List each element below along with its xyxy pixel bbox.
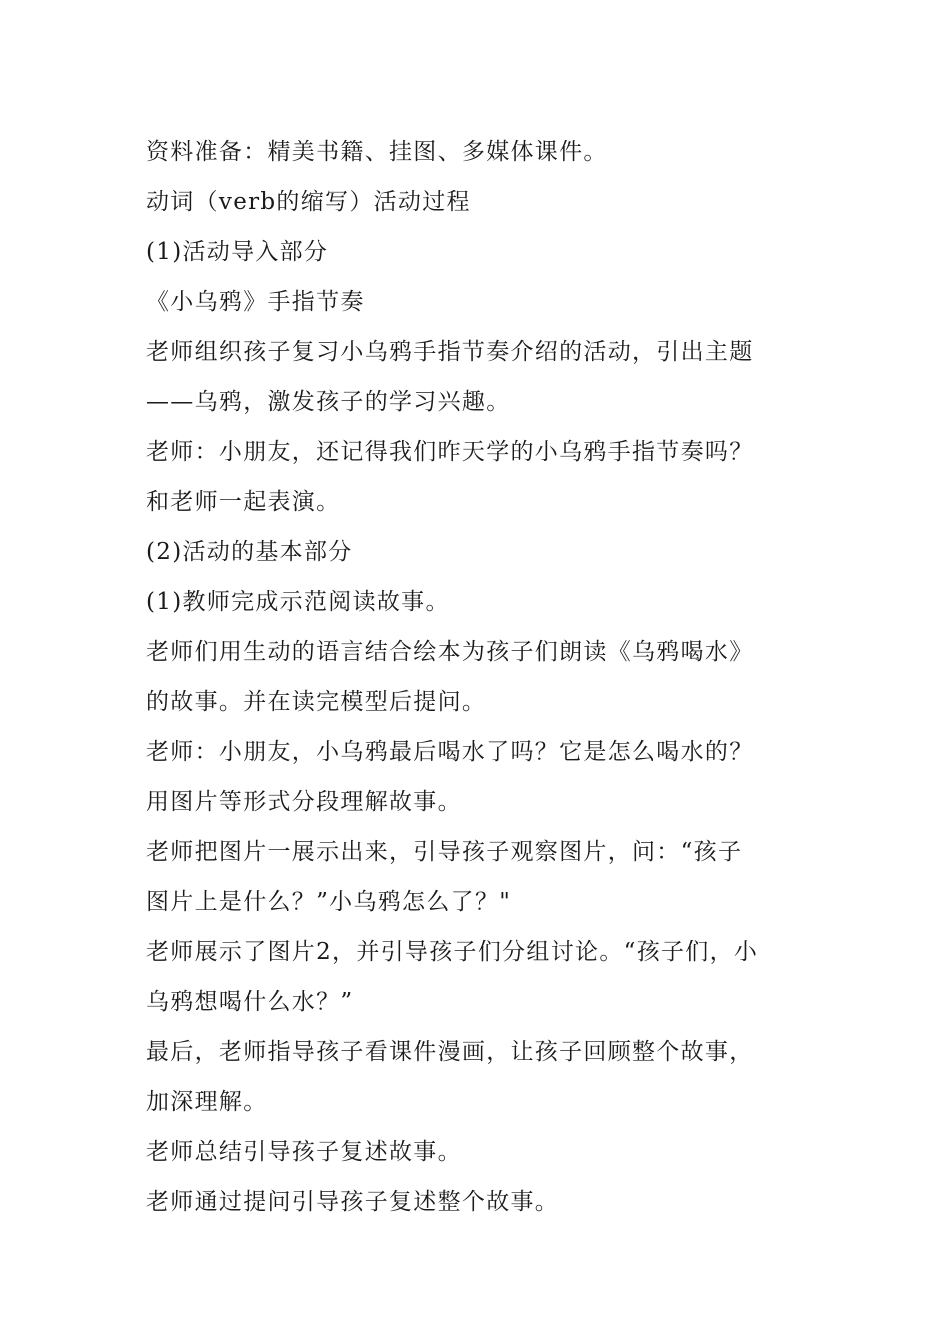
- text-line-paragraph: 老师把图片一展示出来，引导孩子观察图片，问：“孩子: [146, 839, 743, 865]
- text-line-paragraph: 老师通过提问引导孩子复述整个故事。: [146, 1189, 560, 1215]
- text-line-paragraph: 老师总结引导孩子复述故事。: [146, 1139, 462, 1165]
- text-line-paragraph: 用图片等形式分段理解故事。: [146, 789, 462, 815]
- text-line-paragraph: 加深理解。: [146, 1089, 268, 1115]
- text-line-paragraph: 老师组织孩子复习小乌鸦手指节奏介绍的活动，引出主题: [146, 339, 754, 365]
- text-line-paragraph: 最后，老师指导孩子看课件漫画，让孩子回顾整个故事，: [146, 1039, 754, 1065]
- text-line-paragraph: 的故事。并在读完模型后提问。: [146, 689, 487, 715]
- text-line-materials: 资料准备：精美书籍、挂图、多媒体课件。: [146, 139, 608, 165]
- text-line-paragraph: 老师们用生动的语言结合绘本为孩子们朗读《乌鸦喝水》: [146, 639, 754, 665]
- text-line-paragraph: 老师：小朋友，还记得我们昨天学的小乌鸦手指节奏吗？: [146, 439, 754, 465]
- text-line-section-basic: (2)活动的基本部分: [146, 539, 353, 565]
- text-line-finger-rhythm-title: 《小乌鸦》手指节奏: [146, 289, 365, 315]
- text-line-activity-process-heading: 动词（verb的缩写）活动过程: [146, 189, 471, 215]
- text-line-paragraph: 老师：小朋友，小乌鸦最后喝水了吗？它是怎么喝水的？: [146, 739, 754, 765]
- document-body: [146, 127, 811, 1227]
- text-line-paragraph: 图片上是什么？”小乌鸦怎么了？": [146, 889, 512, 915]
- text-line-subsection: (1)教师完成示范阅读故事。: [146, 589, 450, 615]
- text-line-paragraph: ——乌鸦，激发孩子的学习兴趣。: [146, 389, 511, 415]
- text-line-paragraph: 乌鸦想喝什么水？”: [146, 989, 354, 1015]
- text-line-paragraph: 和老师一起表演。: [146, 489, 341, 515]
- text-line-section-intro: (1)活动导入部分: [146, 239, 329, 265]
- text-line-paragraph: 老师展示了图片2，并引导孩子们分组讨论。“孩子们，小: [146, 939, 759, 965]
